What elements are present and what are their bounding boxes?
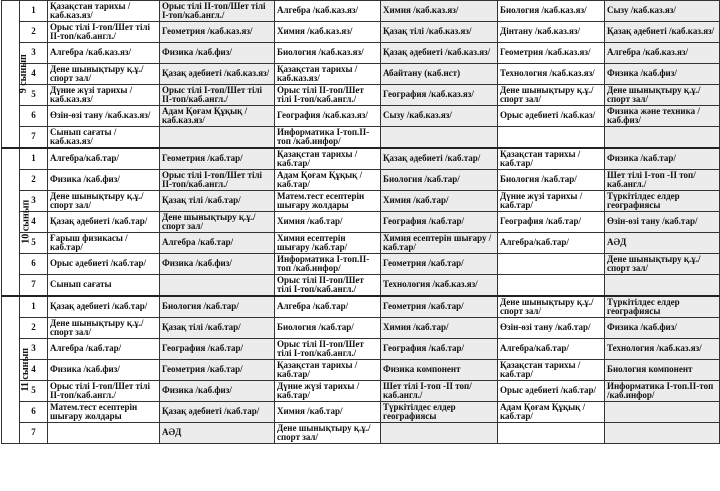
lesson-cell: Қазақстан тарихы /каб.каз.яз/ — [48, 1, 160, 22]
lesson-cell: Сынып сағаты — [48, 275, 160, 297]
lesson-cell: Орыс тілі ІІ-топ/Шет тілі І-топ/каб.англ./ — [275, 275, 381, 297]
lesson-cell: Қазақ тілі /каб.тар/ — [160, 318, 275, 339]
lesson-cell: АӘД — [605, 233, 720, 254]
lesson-cell: Дене шынықтыру қ.ұ./спорт зал/ — [275, 423, 381, 444]
lesson-cell: Сызу /каб.каз.яз/ — [605, 1, 720, 22]
lesson-cell: Технология /каб.каз.яз/ — [381, 275, 498, 297]
lesson-cell: Адам Қоғам Құқық /каб.тар/ — [275, 170, 381, 191]
lesson-cell: Орыс тілі І-топ/Шет тілі ІІ-топ/каб.англ./ — [48, 381, 160, 402]
lesson-cell: Өзін-өзі тану /каб.каз.яз/ — [48, 106, 160, 127]
lesson-cell: География /каб.тар/ — [381, 212, 498, 233]
lesson-cell: Геометрия /каб.тар/ — [160, 360, 275, 381]
lesson-number: 5 — [20, 233, 48, 254]
lesson-cell: Орыс тілі І-топ/Шет тілі ІІ-топ/каб.англ./ — [160, 85, 275, 106]
lesson-cell: Технология /каб.каз.яз/ — [498, 64, 605, 85]
lesson-number: 1 — [20, 148, 48, 170]
lesson-cell: Алгебра /каб.каз.яз/ — [48, 43, 160, 64]
lesson-cell: Физика /каб.физ/ — [160, 43, 275, 64]
lesson-number: 3 — [20, 43, 48, 64]
lesson-cell — [381, 423, 498, 444]
lesson-cell: Биология /каб.каз.яз/ — [498, 1, 605, 22]
table-row — [2, 254, 720, 275]
table-row — [2, 318, 720, 339]
lesson-cell: Геометрия /каб.тар/ — [381, 254, 498, 275]
lesson-number: 4 — [20, 64, 48, 85]
lesson-cell — [605, 423, 720, 444]
lesson-cell: Алгебра/каб.тар/ — [498, 339, 605, 360]
lesson-number: 2 — [20, 22, 48, 43]
lesson-cell: Информатика І-топ.ІІ-топ /каб.инфор/ — [605, 381, 720, 402]
table-row — [2, 85, 720, 106]
table-row — [2, 296, 720, 318]
lesson-number: 1 — [20, 1, 48, 22]
lesson-cell: Химия /каб.тар/ — [275, 212, 381, 233]
lesson-cell: Матем.тест есептерін шығару жолдары — [48, 402, 160, 423]
lesson-cell: Алгебра/каб.тар/ — [498, 233, 605, 254]
lesson-cell: Биология /каб.тар/ — [498, 170, 605, 191]
lesson-cell: Геометрия /каб.тар/ — [160, 148, 275, 170]
table-row — [2, 170, 720, 191]
grade-label: 11 сынып — [20, 348, 32, 392]
lesson-cell: Информатика І-топ.ІІ-топ /каб.инфор/ — [275, 127, 381, 149]
lesson-cell: Орыс әдебиеті /каб.каз/ — [498, 106, 605, 127]
timetable-body — [2, 1, 720, 444]
table-row — [2, 148, 720, 170]
table-row — [2, 360, 720, 381]
lesson-cell: Геометрия /каб.тар/ — [381, 296, 498, 318]
lesson-cell: Химия /каб.каз.яз/ — [275, 22, 381, 43]
table-row — [2, 64, 720, 85]
grade-label: 9 сынып — [17, 54, 29, 94]
table-row — [2, 233, 720, 254]
lesson-number: 6 — [20, 106, 48, 127]
lesson-cell: Алгебра /каб.каз.яз/ — [605, 43, 720, 64]
lesson-cell: Дүние жүзі тарихы /каб.каз.яз/ — [48, 85, 160, 106]
lesson-cell: Химия /каб.каз.яз/ — [381, 1, 498, 22]
lesson-cell: Адам Қоғам Құқық /каб.каз.яз/ — [160, 106, 275, 127]
grade-label: 10 сынып — [20, 199, 32, 245]
lesson-cell: Орыс тілі І-топ/Шет тілі ІІ-топ/каб.англ./ — [48, 22, 160, 43]
lesson-cell — [605, 127, 720, 149]
table-row — [2, 423, 720, 444]
lesson-cell: Дене шынықтыру қ.ұ./спорт зал/ — [48, 64, 160, 85]
lesson-cell — [498, 254, 605, 275]
lesson-cell: Физика /каб.физ/ — [48, 360, 160, 381]
lesson-cell — [160, 275, 275, 297]
lesson-cell: Қазақ тілі /каб.тар/ — [160, 191, 275, 212]
lesson-cell: Қазақстан тарихы /каб.тар/ — [498, 148, 605, 170]
lesson-cell: Орыс тілі ІІ-топ/Шет тілі І-топ/каб.англ./ — [160, 1, 275, 22]
lesson-cell: Орыс тілі І-топ/Шет тілі ІІ-топ/каб.англ./ — [160, 170, 275, 191]
table-row — [2, 1, 720, 22]
lesson-cell: Физика және техника /каб.физ/ — [605, 106, 720, 127]
lesson-cell: Қазақ әдебиеті /каб.тар/ — [48, 212, 160, 233]
lesson-cell: Дене шынықтыру қ.ұ./спорт зал/ — [605, 254, 720, 275]
lesson-cell: Қазақ әдебиеті /каб.тар/ — [48, 296, 160, 318]
lesson-cell: Орыс әдебиеті /каб.тар/ — [48, 254, 160, 275]
grade-label-cell — [2, 1, 29, 149]
timetable — [1, 0, 720, 444]
lesson-cell: Қазақстан тарихы /каб.тар/ — [275, 360, 381, 381]
lesson-cell: Қазақстан тарихы /каб.тар/ — [275, 148, 381, 170]
lesson-cell: Қазақ әдебиеті /каб.каз.яз/ — [160, 64, 275, 85]
lesson-cell: Физика /каб.физ/ — [160, 381, 275, 402]
lesson-cell: Физика /каб.физ/ — [160, 254, 275, 275]
table-row — [2, 402, 720, 423]
lesson-cell: Геометрия /каб.каз.яз/ — [498, 43, 605, 64]
grade-label-cell — [2, 296, 32, 444]
lesson-cell: Орыс әдебиеті /каб.тар/ — [498, 381, 605, 402]
grade-label-cell — [2, 148, 32, 296]
lesson-cell: География /каб.тар/ — [381, 339, 498, 360]
lesson-cell: Биология компонент — [605, 360, 720, 381]
lesson-cell: Дүние жүзі тарихы /каб.тар/ — [498, 191, 605, 212]
lesson-cell: География /каб.каз.яз/ — [381, 85, 498, 106]
lesson-cell: Дене шынықтыру қ.ұ./спорт зал/ — [498, 296, 605, 318]
lesson-cell: Қазақстан тарихы /каб.каз.яз/ — [275, 64, 381, 85]
lesson-cell: Физика /каб.тар/ — [605, 148, 720, 170]
lesson-number: 7 — [20, 275, 48, 297]
lesson-cell: Шет тілі І-топ -ІІ топ/каб.англ./ — [605, 170, 720, 191]
lesson-cell: География /каб.тар/ — [498, 212, 605, 233]
lesson-cell: Орыс тілі ІІ-топ/Шет тілі І-топ/каб.англ./ — [275, 339, 381, 360]
lesson-cell: Физика компонент — [381, 360, 498, 381]
table-row — [2, 381, 720, 402]
lesson-cell: Абайтану (каб.нст) — [381, 64, 498, 85]
lesson-cell: Биология /каб.тар/ — [275, 318, 381, 339]
lesson-cell: Дене шынықтыру қ.ұ./спорт зал/ — [605, 85, 720, 106]
table-row — [2, 275, 720, 297]
lesson-cell: Алгебра/каб.тар/ — [48, 148, 160, 170]
lesson-cell: Түркітілдес елдер географиясы — [605, 191, 720, 212]
lesson-number: 6 — [20, 254, 48, 275]
lesson-number: 3 — [20, 339, 48, 360]
lesson-number: 5 — [20, 381, 48, 402]
lesson-cell: Физика /каб.физ/ — [48, 170, 160, 191]
lesson-number: 4 — [20, 212, 48, 233]
lesson-number: 3 — [20, 191, 48, 212]
lesson-cell: Қазақ әдебиеті /каб.каз.яз/ — [605, 22, 720, 43]
lesson-cell: География /каб.тар/ — [160, 339, 275, 360]
lesson-cell: Шет тілі І-топ -ІІ топ/каб.англ./ — [381, 381, 498, 402]
lesson-cell: Физика /каб.физ/ — [605, 318, 720, 339]
lesson-cell: Дене шынықтыру қ.ұ./спорт зал/ — [48, 318, 160, 339]
lesson-cell: Өзін-өзі тану /каб.тар/ — [605, 212, 720, 233]
lesson-cell: Технология /каб.каз.яз/ — [605, 339, 720, 360]
lesson-cell: Алгебра /каб.тар/ — [48, 339, 160, 360]
lesson-cell: Дінтану /каб.каз.яз/ — [498, 22, 605, 43]
lesson-cell — [498, 127, 605, 149]
lesson-cell: Геометрия /каб.каз.яз/ — [160, 22, 275, 43]
lesson-cell: Химия есептерін шығару /каб.тар/ — [275, 233, 381, 254]
table-row — [2, 106, 720, 127]
table-row — [2, 191, 720, 212]
lesson-cell: Информатика І-топ.ІІ-топ /каб.инфор/ — [275, 254, 381, 275]
lesson-number: 2 — [20, 318, 48, 339]
table-row — [2, 43, 720, 64]
lesson-cell: Түркітілдес елдер географиясы — [605, 296, 720, 318]
lesson-cell: Қазақстан тарихы /каб.тар/ — [498, 360, 605, 381]
lesson-cell: Алгебра /каб.тар/ — [160, 233, 275, 254]
lesson-cell: Химия /каб.тар/ — [381, 318, 498, 339]
table-row — [2, 212, 720, 233]
lesson-cell: Физика /каб.физ/ — [605, 64, 720, 85]
lesson-cell: Дене шынықтыру қ.ұ./спорт зал/ — [48, 191, 160, 212]
lesson-cell: Қазақ әдебиеті /каб.тар/ — [160, 402, 275, 423]
lesson-number: 7 — [20, 423, 48, 444]
lesson-cell: Ғарыш физикасы /каб.тар/ — [48, 233, 160, 254]
lesson-number: 4 — [20, 360, 48, 381]
lesson-cell: Матем.тест есептерін шығару жолдары — [275, 191, 381, 212]
lesson-cell: Дүние жүзі тарихы /каб.тар/ — [275, 381, 381, 402]
lesson-cell: Орыс тілі ІІ-топ/Шет тілі І-топ/каб.англ./ — [275, 85, 381, 106]
table-row — [2, 339, 720, 360]
lesson-cell: Түркітілдес елдер географиясы — [381, 402, 498, 423]
lesson-cell: География /каб.каз.яз/ — [275, 106, 381, 127]
lesson-cell: Сызу /каб.каз.яз/ — [381, 106, 498, 127]
lesson-cell — [605, 275, 720, 297]
lesson-cell: Өзін-өзі тану /каб.тар/ — [498, 318, 605, 339]
lesson-cell: АӘД — [160, 423, 275, 444]
table-row — [2, 22, 720, 43]
lesson-cell: Сынып сағаты /каб.каз.яз/ — [48, 127, 160, 149]
lesson-number: 1 — [20, 296, 48, 318]
lesson-cell — [605, 402, 720, 423]
lesson-cell — [48, 423, 160, 444]
lesson-cell: Химия /каб.тар/ — [275, 402, 381, 423]
lesson-number: 5 — [20, 85, 48, 106]
lesson-cell: Қазақ әдебиеті /каб.тар/ — [381, 148, 498, 170]
lesson-number: 2 — [20, 170, 48, 191]
lesson-cell — [498, 423, 605, 444]
lesson-cell: Дене шынықтыру қ.ұ./спорт зал/ — [498, 85, 605, 106]
lesson-cell: Биология /каб.каз.яз/ — [275, 43, 381, 64]
lesson-cell — [160, 127, 275, 149]
lesson-cell: Химия /каб.тар/ — [381, 191, 498, 212]
lesson-cell: Дене шынықтыру қ.ұ./спорт зал/ — [160, 212, 275, 233]
lesson-number: 6 — [20, 402, 48, 423]
lesson-cell: Биология /каб.тар/ — [160, 296, 275, 318]
lesson-cell: Адам Қоғам Құқық /каб.тар/ — [498, 402, 605, 423]
lesson-cell: Химия есептерін шығару /каб.тар/ — [381, 233, 498, 254]
lesson-cell: Биология /каб.тар/ — [381, 170, 498, 191]
lesson-cell: Алгебра /каб.тар/ — [275, 296, 381, 318]
lesson-cell: Қазақ әдебиеті /каб.каз.яз/ — [381, 43, 498, 64]
lesson-cell — [498, 275, 605, 297]
lesson-cell: Қазақ тілі /каб.каз.яз/ — [381, 22, 498, 43]
lesson-number: 7 — [20, 127, 48, 149]
table-row — [2, 127, 720, 149]
lesson-cell: Алгебра /каб.каз.яз/ — [275, 1, 381, 22]
lesson-cell — [381, 127, 498, 149]
